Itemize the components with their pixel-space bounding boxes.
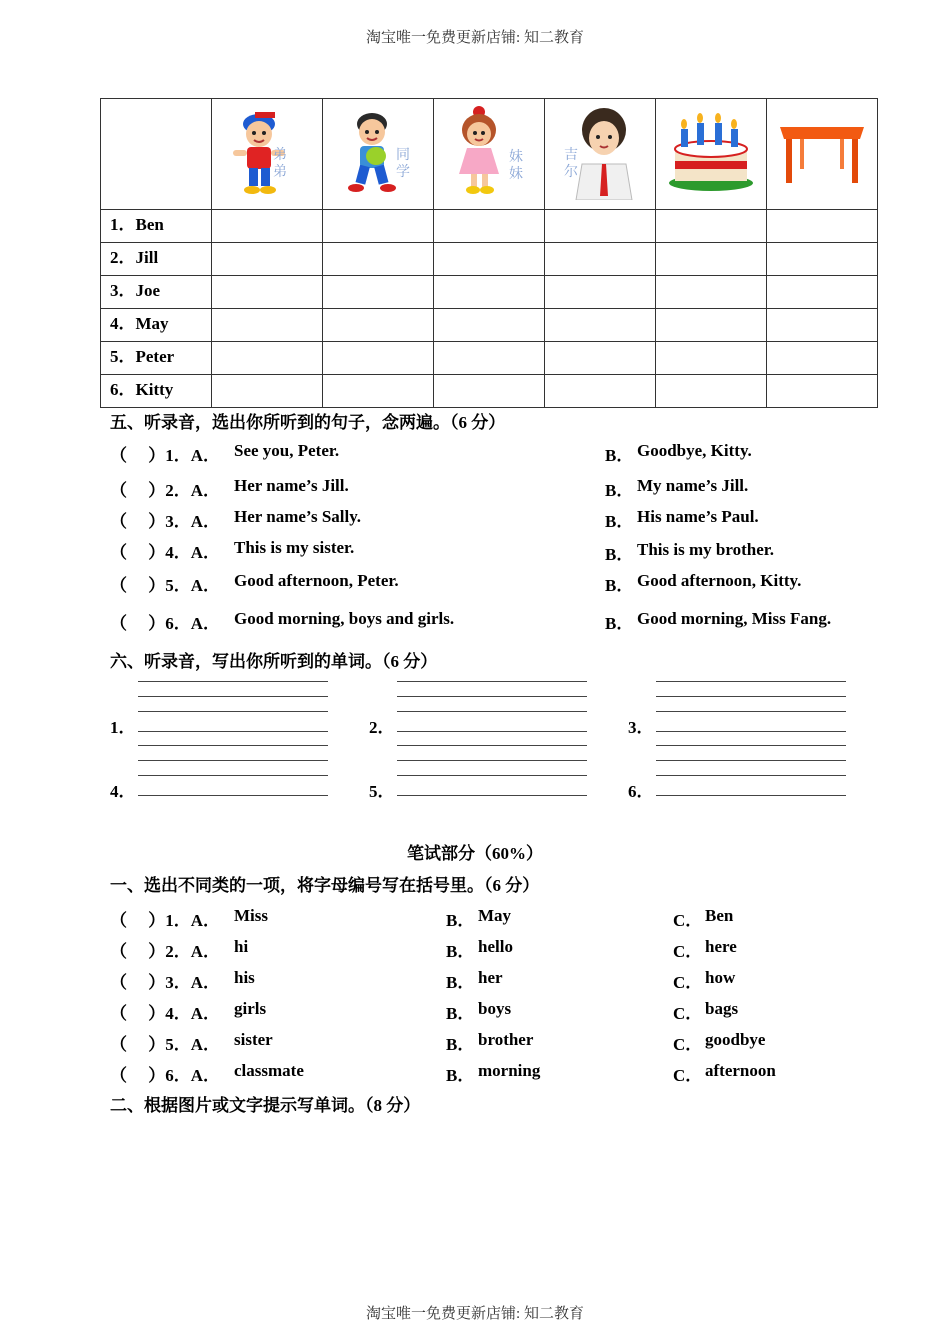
picture-cell-classmate (323, 99, 434, 210)
p1-item-5-c-prefix: C． (673, 1035, 703, 1054)
answer-cell[interactable] (323, 276, 434, 309)
caption-brother: 弟弟 (273, 147, 287, 180)
answer-cell[interactable] (767, 342, 878, 375)
s5-item-3-prefix: （ ）3．A． (110, 512, 221, 531)
p1-item-2-prefix: （ ）2．A． (110, 942, 221, 961)
student-name: 4．May (101, 309, 212, 342)
writing-lines-5[interactable] (397, 745, 587, 810)
answer-cell[interactable] (434, 243, 545, 276)
p1-item-6-c: afternoon (705, 1061, 776, 1080)
answer-cell[interactable] (212, 210, 323, 243)
p1-item-1-b: May (478, 906, 512, 925)
picture-cell-cake (656, 99, 767, 210)
answer-cell[interactable] (323, 243, 434, 276)
caption-jill: 吉尔 (564, 147, 578, 180)
s5-item-4-b-prefix: B． (605, 545, 634, 564)
answer-cell[interactable] (434, 276, 545, 309)
s5-item-5-option-b: Good afternoon, Kitty. (637, 571, 802, 590)
caption-sister: 妹妹 (509, 149, 523, 182)
p1-item-5-a: sister (234, 1030, 273, 1049)
p1-item-2-a: hi (234, 937, 249, 956)
s5-item-3-b-prefix: B． (605, 512, 634, 531)
p1-item-1-prefix: （ ）1．A． (110, 911, 221, 930)
answer-cell[interactable] (212, 309, 323, 342)
p1-item-3-c: how (705, 968, 736, 987)
answer-cell[interactable] (656, 309, 767, 342)
answer-cell[interactable] (212, 276, 323, 309)
s6-label-2: 2． (369, 718, 395, 737)
s6-label-6: 6． (628, 782, 654, 801)
s5-item-6-option-b: Good morning, Miss Fang. (637, 609, 832, 628)
p1-item-6-b: morning (478, 1061, 541, 1080)
picture-cell-sister (434, 99, 545, 210)
answer-cell[interactable] (323, 309, 434, 342)
answer-cell[interactable] (767, 309, 878, 342)
p1-item-5-b: brother (478, 1030, 534, 1049)
s5-item-2-b-prefix: B． (605, 481, 634, 500)
p1-item-2-c: here (705, 937, 737, 956)
answer-cell[interactable] (545, 276, 656, 309)
p1-item-3-a: his (234, 968, 255, 987)
table-corner-cell (101, 99, 212, 210)
picture-cell-jill (545, 99, 656, 210)
writing-lines-4[interactable] (138, 745, 328, 810)
p1-item-1-c-prefix: C． (673, 911, 703, 930)
answer-cell[interactable] (545, 309, 656, 342)
p1-item-5-b-prefix: B． (446, 1035, 475, 1054)
s5-item-4-option-a: This is my sister. (234, 538, 355, 557)
desk-icon (776, 117, 868, 187)
section6-title: 六、听录音，写出你所听到的单词。（6 分） (110, 652, 438, 671)
answer-cell[interactable] (434, 342, 545, 375)
s5-item-1-option-a: See you, Peter. (234, 441, 340, 460)
s5-item-5-prefix: （ ）5．A． (110, 576, 221, 595)
student-name: 2．Jill (101, 243, 212, 276)
s5-item-2-option-b: My name’s Jill. (637, 476, 749, 495)
p1-item-6-c-prefix: C． (673, 1066, 703, 1085)
p1-item-4-a: girls (234, 999, 267, 1018)
s6-label-1: 1． (110, 718, 136, 737)
answer-cell[interactable] (323, 210, 434, 243)
s5-item-6-prefix: （ ）6．A． (110, 614, 221, 633)
birthday-cake-icon (665, 109, 757, 195)
p1-item-6-b-prefix: B． (446, 1066, 475, 1085)
table-row (101, 210, 878, 243)
p1-item-3-c-prefix: C． (673, 973, 703, 992)
p1-item-4-prefix: （ ）4．A． (110, 1004, 221, 1023)
student-name: 3．Joe (101, 276, 212, 309)
answer-cell[interactable] (212, 243, 323, 276)
s5-item-1-b-prefix: B． (605, 446, 634, 465)
answer-cell[interactable] (767, 276, 878, 309)
s5-item-1-prefix: （ ）1．A． (110, 446, 221, 465)
answer-cell[interactable] (656, 342, 767, 375)
table-row (101, 342, 878, 375)
answer-cell[interactable] (323, 375, 434, 408)
answer-cell[interactable] (434, 309, 545, 342)
answer-cell[interactable] (434, 375, 545, 408)
table-row (101, 309, 878, 342)
s5-item-2-prefix: （ ）2．A． (110, 481, 221, 500)
s5-item-1-option-b: Goodbye, Kitty. (637, 441, 752, 460)
table-row (101, 375, 878, 408)
s6-label-3: 3． (628, 718, 654, 737)
p1-item-6-a: classmate (234, 1061, 304, 1080)
answer-cell[interactable] (212, 375, 323, 408)
answer-cell[interactable] (656, 243, 767, 276)
s5-item-5-option-a: Good afternoon, Peter. (234, 571, 399, 590)
s5-item-6-b-prefix: B． (605, 614, 634, 633)
p1-item-4-c: bags (705, 999, 739, 1018)
answer-cell[interactable] (656, 210, 767, 243)
p1-item-1-a: Miss (234, 906, 268, 925)
table-row (101, 276, 878, 309)
part1-title: 一、选出不同类的一项，将字母编号写在括号里。（6 分） (110, 876, 540, 895)
s6-label-4: 4． (110, 782, 136, 801)
page-footer: 淘宝唯一免费更新店铺: 知二教育 (366, 1306, 584, 1322)
p1-item-6-prefix: （ ）6．A． (110, 1066, 221, 1085)
answer-cell[interactable] (767, 210, 878, 243)
p1-item-4-b-prefix: B． (446, 1004, 475, 1023)
section5-title: 五、听录音，选出你所听到的句子，念两遍。（6 分） (110, 413, 506, 432)
answer-cell[interactable] (767, 243, 878, 276)
p1-item-3-b-prefix: B． (446, 973, 475, 992)
p1-item-2-c-prefix: C． (673, 942, 703, 961)
caption-classmate: 同学 (396, 147, 410, 180)
p1-item-3-b: her (478, 968, 503, 987)
student-name: 1．Ben (101, 210, 212, 243)
p1-item-4-b: boys (478, 999, 512, 1018)
written-part-title: 笔试部分（60%） (407, 844, 543, 863)
student-name: 5．Peter (101, 342, 212, 375)
student-name: 6．Kitty (101, 375, 212, 408)
answer-cell[interactable] (323, 342, 434, 375)
writing-lines-6[interactable] (656, 745, 846, 810)
s6-label-5: 5． (369, 782, 395, 801)
p1-item-1-c: Ben (705, 906, 734, 925)
picture-cell-desk (767, 99, 878, 210)
p1-item-2-b-prefix: B． (446, 942, 475, 961)
writing-lines-2[interactable] (397, 681, 587, 746)
answer-cell[interactable] (545, 210, 656, 243)
s5-item-5-b-prefix: B． (605, 576, 634, 595)
p1-item-4-c-prefix: C． (673, 1004, 703, 1023)
answer-cell[interactable] (545, 342, 656, 375)
picture-cell-brother (212, 99, 323, 210)
answer-cell[interactable] (656, 276, 767, 309)
answer-cell[interactable] (545, 243, 656, 276)
part2-title: 二、根据图片或文字提示写单词。（8 分） (110, 1096, 421, 1115)
answer-cell[interactable] (434, 210, 545, 243)
p1-item-5-prefix: （ ）5．A． (110, 1035, 221, 1054)
matching-table (100, 98, 878, 408)
s5-item-4-prefix: （ ）4．A． (110, 543, 221, 562)
answer-cell[interactable] (656, 375, 767, 408)
table-row (101, 243, 878, 276)
page-header: 淘宝唯一免费更新店铺: 知二教育 (366, 30, 584, 46)
p1-item-1-b-prefix: B． (446, 911, 475, 930)
s5-item-2-option-a: Her name’s Jill. (234, 476, 349, 495)
s5-item-3-option-b: His name’s Paul. (637, 507, 759, 526)
p1-item-3-prefix: （ ）3．A． (110, 973, 221, 992)
answer-cell[interactable] (212, 342, 323, 375)
s5-item-3-option-a: Her name’s Sally. (234, 507, 362, 526)
s5-item-4-option-b: This is my brother. (637, 540, 774, 559)
p1-item-5-c: goodbye (705, 1030, 766, 1049)
s5-item-6-option-a: Good morning, boys and girls. (234, 609, 455, 628)
writing-lines-1[interactable] (138, 681, 328, 746)
answer-cell[interactable] (545, 375, 656, 408)
boy-cap-icon (227, 104, 307, 200)
answer-cell[interactable] (767, 375, 878, 408)
p1-item-2-b: hello (478, 937, 513, 956)
writing-lines-3[interactable] (656, 681, 846, 746)
